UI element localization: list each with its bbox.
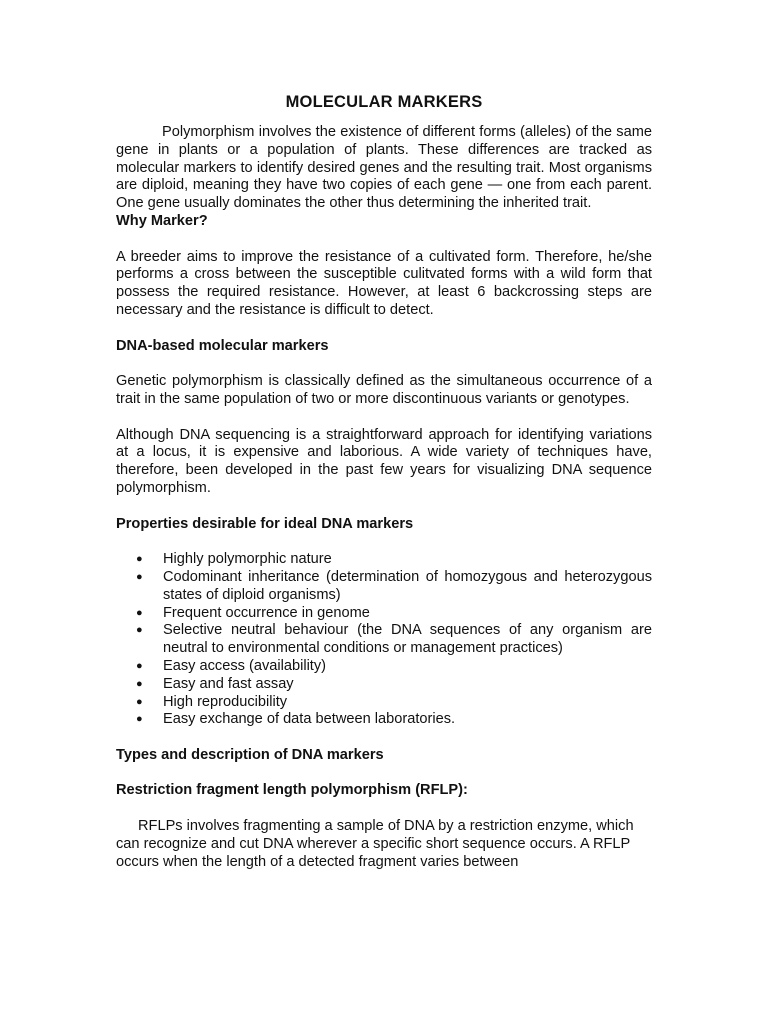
- list-item-text: Highly polymorphic nature: [163, 551, 332, 568]
- list-item: [136, 658, 652, 676]
- spacer: [116, 765, 652, 783]
- document-title: MOLECULAR MARKERS: [285, 93, 483, 111]
- list-item: [136, 694, 652, 712]
- bullet-icon: ●: [136, 695, 143, 708]
- spacer: [116, 320, 652, 338]
- bullet-icon: ●: [136, 713, 143, 726]
- spacer: [116, 800, 652, 818]
- list-item-text: Easy access (availability): [163, 657, 327, 674]
- list-item-text: High reproducibility: [163, 693, 288, 710]
- why-marker-paragraph: A breeder aims to improve the resistance of a cultivated form. Therefore, he/she performs a cross between the susceptible culitvated forms with a wild form that possess the required resistance. However, at least 6 backcrossing steps are necessary and the resistance is difficult to detect.: [116, 248, 652, 318]
- rflp-heading: Restriction fragment length polymorphism (RFLP):: [116, 782, 468, 799]
- list-item: [136, 622, 652, 658]
- list-item: [136, 676, 652, 694]
- dna-based-paragraph-2: Although DNA sequencing is a straightforward approach for identifying variations at a locus, it is expensive and laborious. A wide variety of techniques have, therefore, been developed in the past few years for visualizing DNA sequence polymorphism.: [116, 426, 652, 496]
- bullet-icon: ●: [136, 677, 143, 690]
- list-item-text: Codominant inheritance (determination of homozygous and heterozygous states of diploid organisms): [163, 568, 652, 603]
- bullet-icon: ●: [136, 553, 143, 566]
- types-heading: Types and description of DNA markers: [116, 746, 384, 763]
- list-item-text: Easy and fast assay: [163, 675, 294, 692]
- rflp-paragraph: RFLPs involves fragmenting a sample of DNA by a restriction enzyme, which can recognize and cut DNA wherever a specific short sequence occurs. A RFLP occurs when the length of a detected fragment varies between: [116, 818, 634, 870]
- properties-list: [116, 551, 652, 729]
- bullet-icon: ●: [136, 624, 143, 637]
- list-item-text: Easy exchange of data between laboratories.: [163, 711, 456, 728]
- bullet-icon: ●: [136, 659, 143, 672]
- bullet-icon: ●: [136, 606, 143, 619]
- list-item: [136, 569, 652, 605]
- intro-paragraph: Polymorphism involves the existence of different forms (alleles) of the same gene in plants or a population of plants. These differences are tracked as molecular markers to identify desired genes and the resulting trait. Most organisms are diploid, meaning they have two copies of each gene — one from each parent. One gene usually dominates the other thus determining the inherited trait.: [116, 124, 652, 212]
- spacer: [116, 231, 652, 249]
- list-item: [136, 551, 652, 569]
- dna-based-paragraph-1: Genetic polymorphism is classically defined as the simultaneous occurrence of a trait in the same population of two or more discontinuous variants or genotypes.: [116, 373, 652, 407]
- spacer: [116, 409, 652, 427]
- list-item-text: Selective neutral behaviour (the DNA sequences of any organism are neutral to environmental conditions or management practices): [163, 622, 652, 657]
- list-item-text: Frequent occurrence in genome: [163, 604, 370, 621]
- why-marker-heading: Why Marker?: [116, 212, 208, 229]
- list-item: [136, 605, 652, 623]
- document-body: [116, 92, 652, 871]
- spacer: [116, 498, 652, 516]
- bullet-icon: ●: [136, 570, 143, 583]
- spacer: [116, 729, 652, 747]
- dna-based-heading: DNA-based molecular markers: [116, 337, 329, 354]
- spacer: [116, 533, 652, 551]
- properties-heading: Properties desirable for ideal DNA markers: [116, 515, 414, 532]
- list-item: [136, 711, 652, 729]
- spacer: [116, 355, 652, 373]
